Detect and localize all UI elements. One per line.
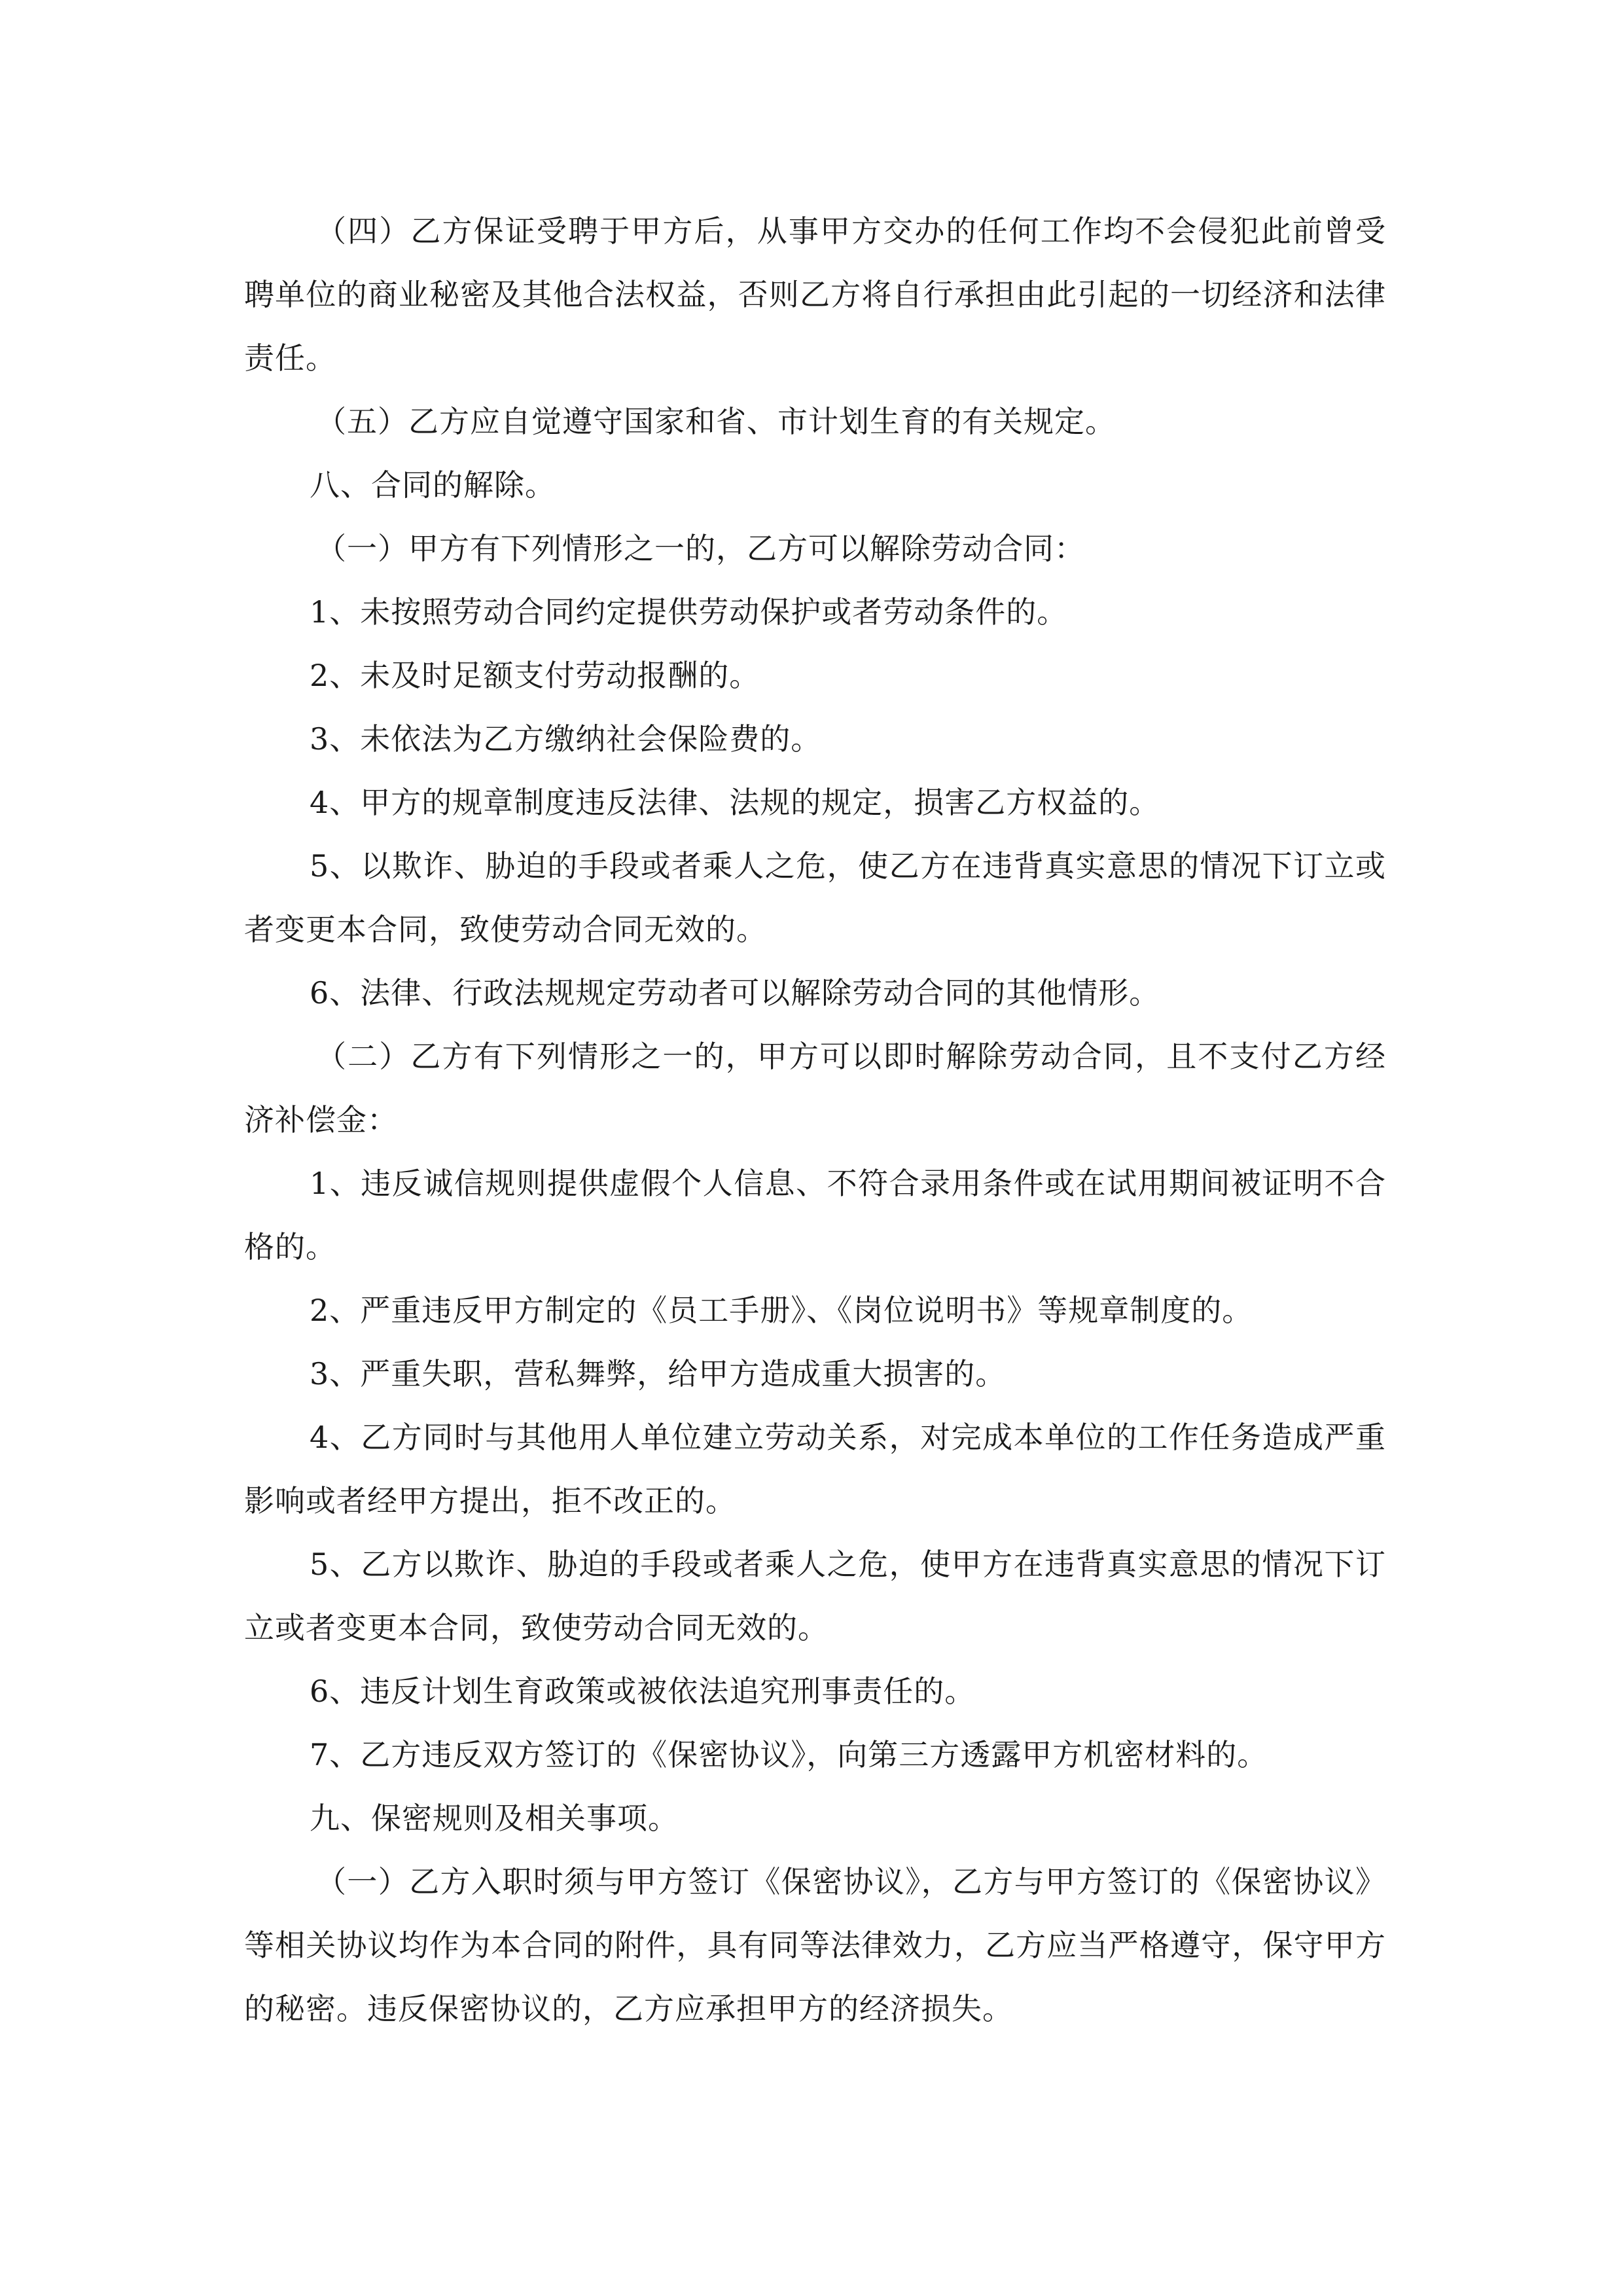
clause-8-1: （一）甲方有下列情形之一的，乙方可以解除劳动合同： [316, 531, 1085, 566]
clause-8-1-item-2: 2、未及时足额支付劳动报酬的。 [310, 658, 760, 693]
clause-8-1-item-3: 3、未依法为乙方缴纳社会保险费的。 [310, 721, 822, 757]
clause-8-1-item-1: 1、未按照劳动合同约定提供劳动保护或者劳动条件的。 [310, 594, 1068, 630]
clause-8-1-item-6: 6、法律、行政法规规定劳动者可以解除劳动合同的其他情形。 [310, 975, 1160, 1011]
clause-8-1-item-5: 5、以欺诈、胁迫的手段或者乘人之危，使乙方在违背真实意思的情况下订立或者变更本合同，致使劳动合同无效的。 [244, 848, 1386, 947]
clause-7-4: （四）乙方保证受聘于甲方后，从事甲方交办的任何工作均不会侵犯此前曾受聘单位的商业秘密及其他合法权益，否则乙方将自行承担由此引起的一切经济和法律责任。 [244, 213, 1386, 376]
clause-8-2-item-5: 5、乙方以欺诈、胁迫的手段或者乘人之危，使甲方在违背真实意思的情况下订立或者变更本合同，致使劳动合同无效的。 [244, 1547, 1386, 1645]
clause-8-2-item-2: 2、严重违反甲方制定的《员工手册》、《岗位说明书》等规章制度的。 [310, 1293, 1253, 1328]
clause-8-1-item-4: 4、甲方的规章制度违反法律、法规的规定，损害乙方权益的。 [310, 785, 1160, 820]
document-body [244, 200, 1386, 2041]
clause-8-2-item-4: 4、乙方同时与其他用人单位建立劳动关系，对完成本单位的工作任务造成严重影响或者经甲方提出，拒不改正的。 [244, 1420, 1386, 1518]
section-heading-8: 八、合同的解除。 [310, 467, 556, 503]
clause-8-2: （二）乙方有下列情形之一的，甲方可以即时解除劳动合同，且不支付乙方经济补偿金： [244, 1039, 1386, 1138]
clause-9-1: （一）乙方入职时须与甲方签订《保密协议》，乙方与甲方签订的《保密协议》等相关协议均作为本合同的附件，具有同等法律效力，乙方应当严格遵守，保守甲方的秘密。违反保密协议的，乙方应承担甲方的经济损失。 [244, 1864, 1386, 2026]
section-heading-9: 九、保密规则及相关事项。 [310, 1801, 679, 1836]
clause-7-5: （五）乙方应自觉遵守国家和省、市计划生育的有关规定。 [316, 404, 1116, 439]
clause-8-2-item-1: 1、违反诚信规则提供虚假个人信息、不符合录用条件或在试用期间被证明不合格的。 [244, 1166, 1386, 1265]
clause-8-2-item-7: 7、乙方违反双方签订的《保密协议》，向第三方透露甲方机密材料的。 [310, 1737, 1268, 1772]
clause-8-2-item-3: 3、严重失职，营私舞弊，给甲方造成重大损害的。 [310, 1356, 1007, 1391]
clause-8-2-item-6: 6、违反计划生育政策或被依法追究刑事责任的。 [310, 1674, 976, 1709]
